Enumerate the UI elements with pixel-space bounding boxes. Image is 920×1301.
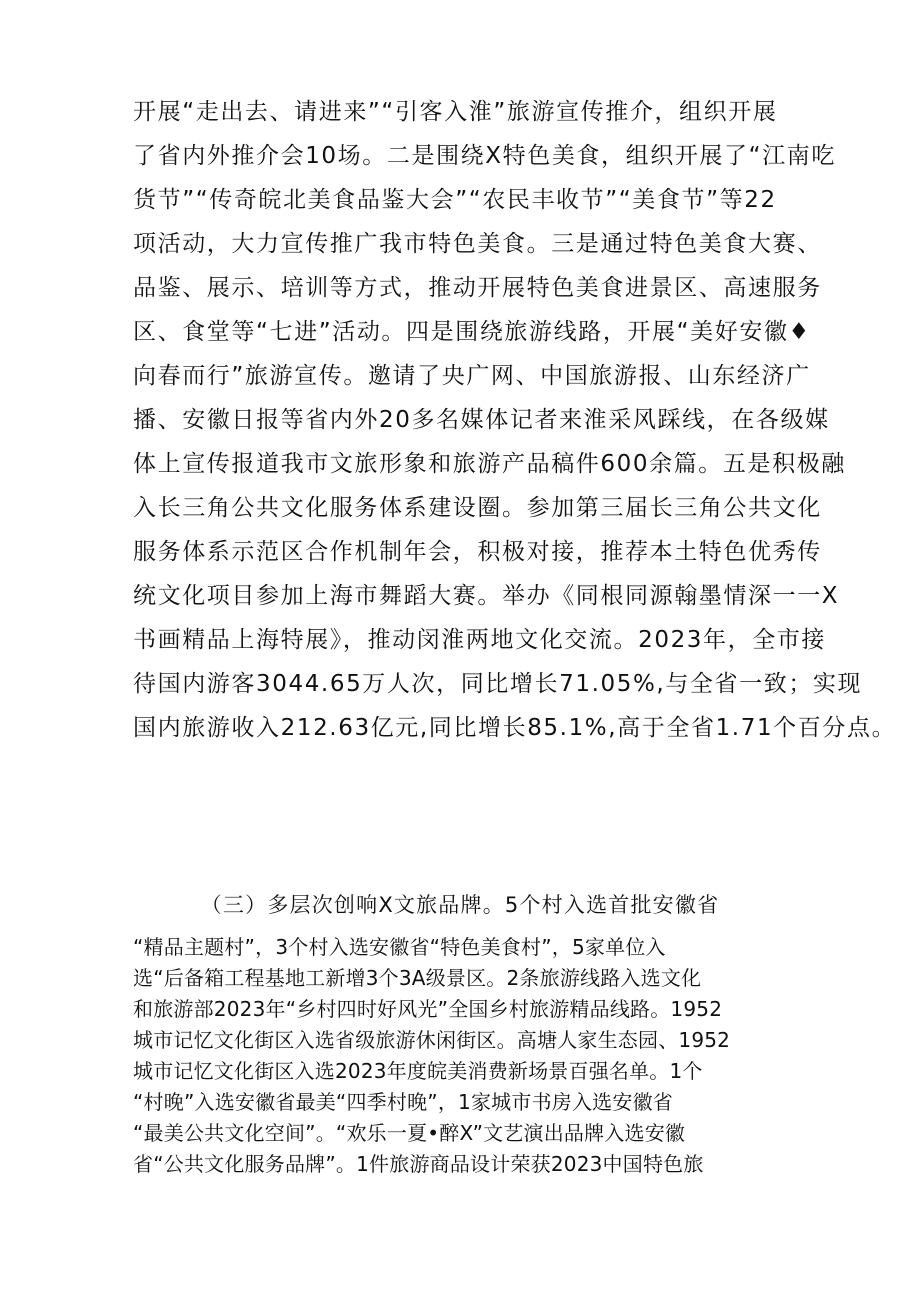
text-line: 书画精品上海特展》，推动闵淮两地文化交流。2023年，全市接	[133, 627, 827, 653]
text-line: “村晚”入选安徽省最美“四季村晚”，1家城市书房入选安徽省	[133, 1090, 673, 1114]
text-line: 了省内外推介会10场。二是围绕X特色美食，组织开展了“江南吃	[133, 143, 836, 169]
text-line: “精品主题村”，3个村入选安徽省“特色美食村”，5家单位入	[133, 935, 666, 959]
text-line: “最美公共文化空间”。“欢乐一夏•醉X”文艺演出品牌入选安徽	[133, 1121, 686, 1145]
text-line: 城市记忆文化街区入选2023年度皖美消费新场景百强名单。1个	[133, 1059, 703, 1083]
text-line: 统文化项目参加上海市舞蹈大赛。举办《同根同源翰墨情深一一X	[133, 583, 840, 609]
text-line: 播、安徽日报等省内外20多名媒体记者来淮采风踩线，在各级媒	[133, 407, 830, 433]
text-line: 服务体系示范区合作机制年会，积极对接，推荐本土特色优秀传	[133, 539, 822, 565]
text-line: 省“公共文化服务品牌”。1件旅游商品设计荣获2023中国特色旅	[133, 1152, 704, 1176]
text-line: 品鉴、展示、培训等方式，推动开展特色美食进景区、高速服务	[133, 275, 822, 301]
text-line: 开展“走出去、请进来”“引客入淮”旅游宣传推介，组织开展	[133, 99, 778, 125]
section-heading: （三）多层次创响X文旅品牌。5个村入选首批安徽省	[200, 893, 720, 917]
body-paragraph-1	[133, 90, 920, 750]
text-line: 国内旅游收入212.63亿元,同比增长85.1%,高于全省1.71个百分点。	[133, 715, 897, 741]
text-line: 选“后备箱工程基地工新增3个3A级景区。2条旅游线路入选文化	[133, 966, 702, 990]
text-line: 城市记忆文化街区入选省级旅游休闲街区。高塘人家生态园、1952	[133, 1028, 731, 1052]
text-line: 入长三角公共文化服务体系建设圈。参加第三届长三角公共文化	[133, 495, 822, 521]
text-line: 区、食堂等“七进”活动。四是围绕旅游线路，开展“美好安徽♦	[133, 319, 811, 345]
text-line: 待国内游客3044.65万人次，同比增长71.05%,与全省一致；实现	[133, 671, 863, 697]
text-line: 项活动，大力宣传推广我市特色美食。三是通过特色美食大赛、	[133, 231, 822, 257]
text-line: 体上宣传报道我市文旅形象和旅游产品稿件600余篇。五是积极融	[133, 451, 846, 477]
text-line: 和旅游部2023年“乡村四时好风光”全国乡村旅游精品线路。1952	[133, 997, 723, 1021]
text-line: 向春而行”旅游宣传。邀请了央广网、中国旅游报、山东经济广	[133, 363, 811, 389]
text-line: 货节”“传奇皖北美食品鉴大会”“农民丰收节”“美食节”等22	[133, 187, 777, 213]
body-paragraph-2	[133, 932, 920, 1180]
